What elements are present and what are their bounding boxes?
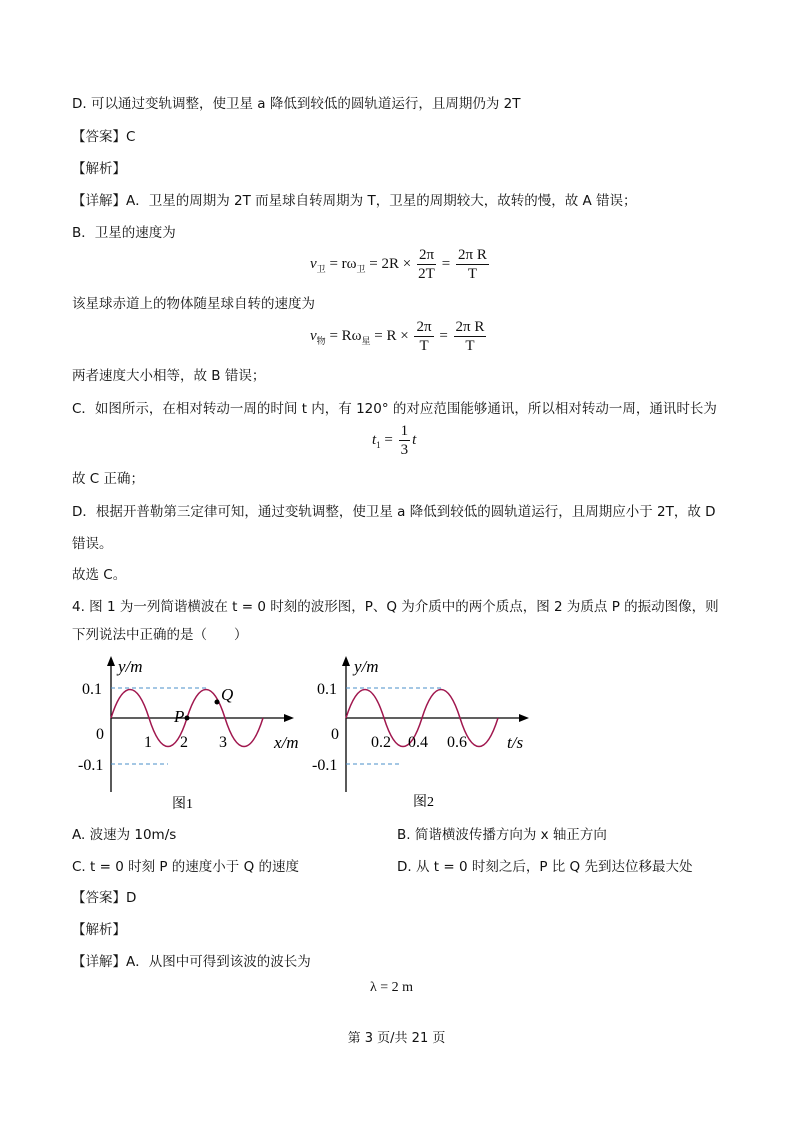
page-footer: 第 3 页/共 21 页 — [347, 1031, 446, 1046]
x-tick-1: 1 — [144, 734, 152, 751]
equation-object-speed: $v_物 = R\omega_星 = R$ × $\frac{2\pi}{T}$ = $\frac{\text{2π R}}{T}$ — [310, 319, 485, 354]
q3-option-d: D. 可以通过变轨调整，使卫星 a 降低到较低的圆轨道运行，且周期仍为 2T — [72, 96, 521, 112]
point-q — [215, 700, 220, 705]
q3-detail-c-conclusion: 故 C 正确； — [72, 471, 145, 487]
q4-answer: 【答案】D — [72, 890, 137, 906]
point-p — [185, 716, 190, 721]
y-tick-bottom: -0.1 — [312, 757, 338, 774]
q3-detail-b-conclusion: 两者速度大小相等，故 B 错误； — [72, 368, 266, 384]
x-tick-0-6: 0.6 — [447, 734, 467, 751]
x-axis-arrow — [519, 714, 529, 722]
y-axis-label: y/m — [354, 657, 379, 676]
y-axis-label: y/m — [118, 657, 143, 676]
q3-analysis-heading: 【解析】 — [72, 161, 126, 177]
x-tick-3: 3 — [219, 734, 227, 751]
figure-1-waveform — [78, 652, 318, 822]
equation-comm-time: $t_1$ = $\frac{1}{3}$ t — [372, 423, 417, 458]
q3-detail-d: D．根据开普勒第三定律可知，通过变轨调整，使卫星 a 降低到较低的圆轨道运行，且周期应小于 2T，故 D — [72, 504, 716, 520]
x-tick-2: 2 — [180, 734, 188, 751]
q3-detail-d-end: 错误。 — [72, 536, 113, 552]
label-q: Q — [221, 685, 234, 704]
q3-conclusion: 故选 C。 — [72, 567, 127, 583]
equation-wavelength: λ = 2 m — [370, 980, 414, 995]
q3-detail-b-intro: B．卫星的速度为 — [72, 225, 176, 241]
q4-option-a: A. 波速为 10m/s — [72, 827, 177, 843]
x-axis-label: t/s — [507, 733, 524, 752]
y-tick-bottom: -0.1 — [78, 757, 104, 774]
figure-2-caption: 图2 — [413, 795, 434, 810]
q4-option-c: C. t = 0 时刻 P 的速度小于 Q 的速度 — [72, 859, 300, 875]
y-axis-arrow — [107, 656, 115, 666]
y-axis-arrow — [342, 656, 350, 666]
figure-1-caption: 图1 — [172, 797, 193, 812]
q4-option-b: B. 简谐横波传播方向为 x 轴正方向 — [397, 827, 607, 843]
x-axis-arrow — [284, 714, 294, 722]
x-axis-label: x/m — [274, 733, 299, 752]
q3-answer: 【答案】C — [72, 129, 136, 145]
q4-option-d: D. 从 t = 0 时刻之后，P 比 Q 先到达位移最大处 — [397, 859, 693, 875]
y-tick-top: 0.1 — [82, 681, 102, 698]
q3-detail-b-object: 该星球赤道上的物体随星球自转的速度为 — [72, 296, 315, 312]
q4-analysis-heading: 【解析】 — [72, 922, 126, 938]
x-tick-0-4: 0.4 — [408, 734, 428, 751]
y-tick-zero: 0 — [96, 726, 104, 743]
q4-stem-line1: 4. 图 1 为一列简谐横波在 t = 0 时刻的波形图，P、Q 为介质中的两个质点，图 2 为质点 P 的振动图像，则 — [72, 599, 719, 615]
y-tick-zero: 0 — [331, 726, 339, 743]
label-p: P — [174, 707, 185, 726]
q4-stem-line2: 下列说法中正确的是（ ） — [72, 627, 248, 643]
figure-2-vibration — [308, 652, 548, 822]
y-tick-top: 0.1 — [317, 681, 337, 698]
equation-satellite-speed: $v_卫 = r\omega_卫 = 2R$ × $\frac{2\pi}{2T}$ = $\frac{\text{2π R}}{T}$ — [310, 247, 487, 282]
q4-detail-a: 【详解】A．从图中可得到该波的波长为 — [72, 954, 311, 970]
x-tick-0-2: 0.2 — [371, 734, 391, 751]
q3-detail-c: C．如图所示，在相对转动一周的时间 t 内，有 120° 的对应范围能够通讯，所以相对转动一周，通讯时长为 — [72, 401, 717, 417]
q3-detail-a: 【详解】A．卫星的周期为 2T 而星球自转周期为 T，卫星的周期较大，故转的慢，故 A 错误； — [72, 193, 637, 209]
